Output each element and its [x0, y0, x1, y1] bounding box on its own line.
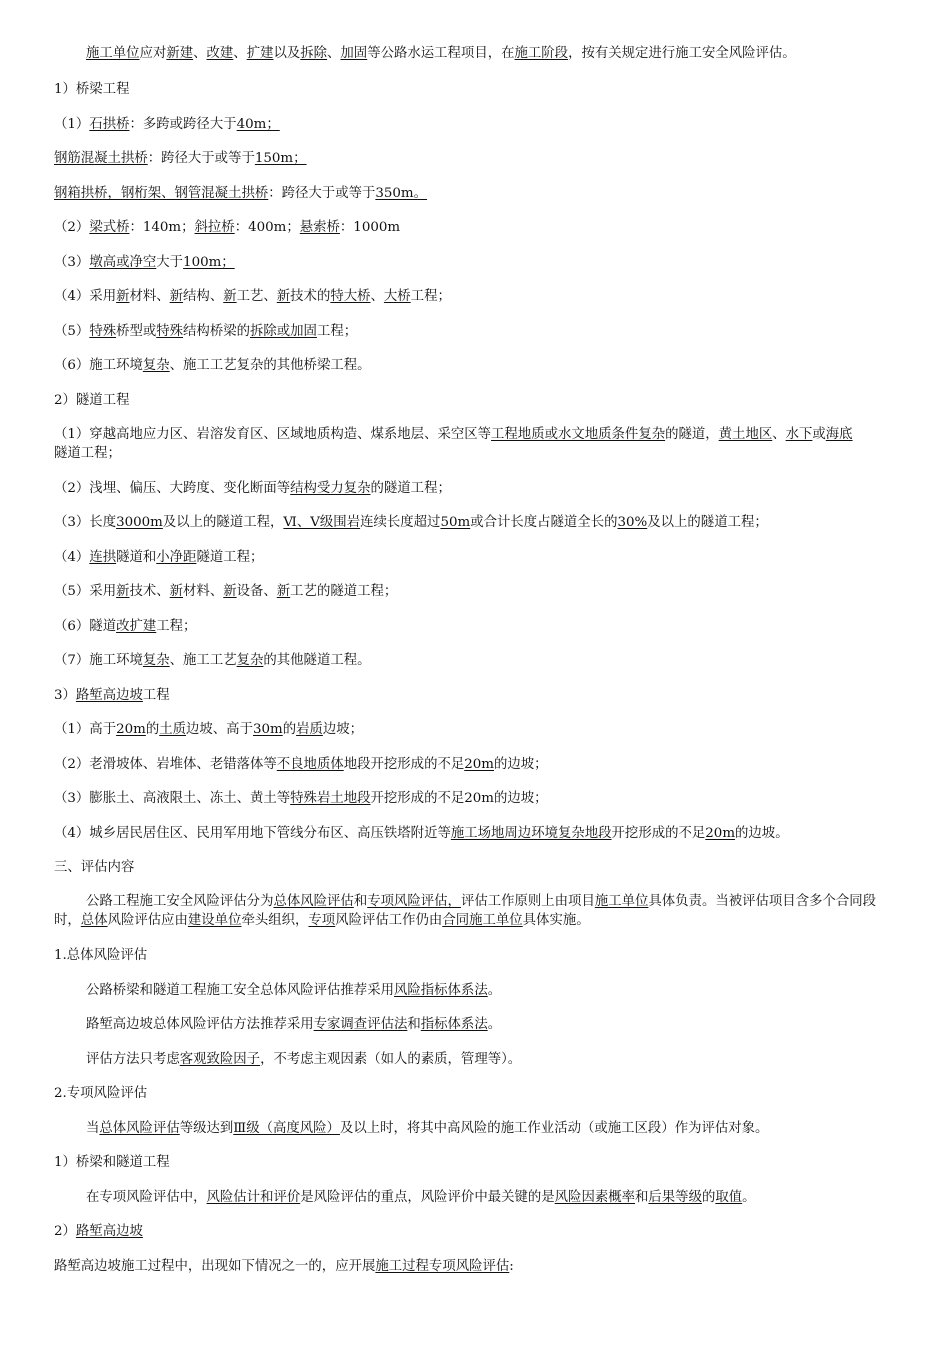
text-run: （3）长度	[54, 515, 117, 530]
underlined-term: 新	[116, 584, 130, 599]
text-run: 大于	[156, 255, 184, 270]
text-run: 地段开挖形成的不足	[343, 757, 465, 772]
underlined-term: 复杂	[236, 653, 264, 668]
text-run: 的	[282, 722, 297, 737]
text-run: （1）高于	[54, 722, 117, 737]
underlined-term: 路堑高边坡	[75, 688, 143, 703]
text-run: 路堑高边坡总体风险评估方法推荐采用	[86, 1017, 314, 1032]
bridge-item-1-steel-arch	[54, 184, 896, 203]
underlined-term: 小净距	[156, 550, 197, 565]
underlined-term: 风险指标体系法	[393, 983, 488, 998]
underlined-term: 后果等级	[648, 1190, 702, 1205]
text-run: 连续长度超过	[360, 515, 441, 530]
text-run: 的	[701, 1190, 716, 1205]
underlined-term: 土质	[159, 722, 187, 737]
bridge-tunnel-subheading	[54, 1153, 896, 1172]
text-run: :	[509, 1259, 514, 1274]
text-run: （5）采用	[54, 584, 117, 599]
text-run: （1）	[54, 117, 90, 132]
underlined-term: 施工过程专项风险评估	[375, 1259, 510, 1274]
text-run: 等级达到	[179, 1121, 234, 1136]
overall-risk-para-3	[86, 1050, 896, 1069]
tunnel-item-4	[54, 548, 896, 567]
text-run: 工程；	[316, 324, 358, 339]
underlined-term: 斜拉桥	[194, 220, 235, 235]
text-run: ，不考虑主观因素（如人的素质，管理等）。	[260, 1052, 522, 1067]
underlined-term: 复杂	[142, 358, 170, 373]
text-run: 1.总体风险评估	[54, 948, 148, 963]
tunnel-item-7	[54, 651, 896, 670]
underlined-term: Ⅲ级（高度风险）	[233, 1121, 340, 1136]
underlined-term: 新	[223, 289, 237, 304]
underlined-term: 扩建	[246, 46, 274, 61]
text-run: 具体负责。当被评估项目含多个合同段时，	[54, 894, 877, 928]
underlined-term: 40m；	[236, 117, 280, 132]
text-run: （2）老滑坡体、岩堆体、老错落体等	[54, 757, 277, 772]
underlined-term: 墩高或净空	[89, 255, 157, 270]
underlined-term: 专项风险评估，	[367, 894, 461, 909]
text-run: ，按有关规定进行施工安全风险评估。	[568, 46, 796, 61]
text-run: 及以上的隧道工程；	[647, 515, 768, 530]
text-run: 1）桥梁和隧道工程	[54, 1155, 170, 1170]
text-run: 材料、	[129, 289, 170, 304]
underlined-term: 拆除	[300, 46, 328, 61]
text-run: 、	[370, 289, 384, 304]
text-run: 开挖形成的不足20m的边坡；	[370, 791, 548, 806]
underlined-term: 3000m	[116, 515, 163, 530]
text-run: （3）	[54, 255, 90, 270]
text-run: （4）采用	[54, 289, 117, 304]
text-run: 多跨或跨径大于	[142, 117, 237, 132]
underlined-term: 水下	[785, 427, 813, 442]
underlined-term: 新	[169, 289, 184, 304]
text-run: （1）穿越高地应力区、岩溶发育区、区域地质构造、煤系地层、采空区等	[54, 427, 492, 442]
text-run: 当	[86, 1121, 100, 1136]
text-run: 。	[742, 1190, 756, 1205]
overall-risk-para-2	[86, 1015, 896, 1034]
bridge-item-6	[54, 356, 896, 375]
text-run: 2.专项风险评估	[54, 1086, 148, 1101]
text-run: （6）施工环境	[54, 358, 143, 373]
tunnel-item-3	[54, 513, 896, 532]
tunnel-heading	[54, 391, 896, 410]
underlined-term: 梁式桥	[89, 220, 130, 235]
underlined-term: 新	[169, 584, 184, 599]
underlined-term: Ⅵ、Ⅴ级围岩	[283, 515, 361, 530]
text-run: 、	[233, 46, 247, 61]
cut-slope-para	[54, 1257, 896, 1276]
text-run: 评估工作原则上由项目	[460, 894, 595, 909]
underlined-term: 建设单位	[187, 913, 242, 928]
underlined-term: 施工单位	[594, 894, 649, 909]
text-run: 公路工程施工安全风险评估分为	[86, 894, 274, 909]
underlined-term: 岩质	[296, 722, 323, 737]
text-run: 工程；	[410, 289, 451, 304]
text-run: 评估方法只考虑	[86, 1052, 180, 1067]
text-run: 开挖形成的不足	[611, 826, 706, 841]
text-run: 或	[812, 427, 826, 442]
underlined-term: 30m	[252, 722, 283, 737]
text-run: 风险评估应由	[107, 913, 188, 928]
text-run: 。	[487, 983, 502, 998]
underlined-term: 改扩建	[116, 619, 157, 634]
text-run: 边坡；	[322, 722, 364, 737]
underlined-term: 施工场地周边环境复杂地段	[450, 826, 612, 841]
underlined-term: 特殊岩土地段	[290, 791, 371, 806]
text-run: 在专项风险评估中，	[86, 1190, 207, 1205]
text-run: （7）施工环境	[54, 653, 143, 668]
text-run: 和	[353, 894, 368, 909]
underlined-term: 专项	[308, 913, 336, 928]
underlined-term: 特殊	[89, 324, 117, 339]
underlined-term: 新	[223, 584, 237, 599]
tunnel-item-1	[54, 425, 864, 463]
text-run: （6）隧道	[54, 619, 117, 634]
overall-risk-heading	[54, 946, 896, 965]
text-run: 、	[772, 427, 786, 442]
overall-risk-para-1	[86, 981, 896, 1000]
text-run: 牵头组织，	[241, 913, 309, 928]
text-run: 及以上的隧道工程，	[162, 515, 284, 530]
text-run: （2）浅埋、偏压、大跨度、变化断面等	[54, 481, 291, 496]
text-run: 路堑高边坡施工过程中，出现如下情况之一的，应开展	[54, 1259, 376, 1274]
text-run: 技术的	[290, 289, 331, 304]
text-run: 应对	[139, 46, 167, 61]
underlined-term: 路堑高边坡	[75, 1224, 143, 1239]
text-run: ：140m；	[129, 220, 195, 235]
underlined-term: 总体	[80, 913, 108, 928]
underlined-term: 新	[276, 584, 291, 599]
text-run: 是风险评估的重点，风险评价中最关键的是	[300, 1190, 555, 1205]
underlined-term: 30%	[617, 515, 648, 530]
text-run: 桥型或	[116, 324, 157, 339]
underlined-term: 20m	[705, 826, 736, 841]
text-run: 、	[327, 46, 341, 61]
underlined-term: 施工阶段	[514, 46, 569, 61]
bridge-tunnel-para	[86, 1188, 896, 1207]
text-run: （4）	[54, 550, 90, 565]
slope-item-4	[54, 824, 896, 843]
underlined-term: 新建	[166, 46, 194, 61]
text-run: 、施工工艺复杂的其他桥梁工程。	[169, 358, 371, 373]
underlined-term: 350m。	[375, 186, 428, 201]
underlined-term: 悬索桥	[299, 220, 340, 235]
cut-slope-subheading	[54, 1222, 896, 1241]
underlined-term: 工程地质或水文地质条件复杂	[491, 427, 666, 442]
underlined-term: 加固	[340, 46, 368, 61]
text-run: 的隧道，	[665, 427, 719, 442]
text-run: ：跨径大于或等于	[147, 151, 255, 166]
evaluation-paragraph	[54, 892, 898, 930]
text-run: ：1000m	[339, 220, 401, 235]
text-run: 工艺的隧道工程；	[290, 584, 398, 599]
text-run: ：	[129, 117, 143, 132]
tunnel-item-6	[54, 617, 896, 636]
text-run: 或合计长度占隧道全长的	[470, 515, 618, 530]
underlined-term: 新	[116, 289, 130, 304]
underlined-term: 连拱	[89, 550, 117, 565]
text-run: 结构桥梁的	[183, 324, 250, 339]
text-run: 工艺、	[236, 289, 277, 304]
text-run: 、施工工艺	[169, 653, 237, 668]
text-run: 2）	[54, 1224, 76, 1239]
text-run: ：400m；	[234, 220, 300, 235]
underlined-term: 复杂	[142, 653, 170, 668]
underlined-term: 钢筋混凝土拱桥	[54, 151, 148, 166]
underlined-term: 50m	[440, 515, 471, 530]
section-3-heading	[54, 858, 896, 877]
intro-paragraph	[86, 44, 896, 63]
text-run: ：跨径大于或等于	[268, 186, 376, 201]
bridge-item-4	[54, 287, 896, 306]
underlined-term: 20m	[464, 757, 494, 772]
text-run: 设备、	[236, 584, 277, 599]
text-run: 的边坡。	[735, 826, 789, 841]
text-run: 工程；	[156, 619, 197, 634]
text-run: （4）城乡居民居住区、民用军用地下管线分布区、高压铁塔附近等	[54, 826, 451, 841]
text-run: （3）膨胀土、高液限土、冻土、黄土等	[54, 791, 291, 806]
underlined-term: 改建	[206, 46, 234, 61]
slope-heading	[54, 686, 896, 705]
underlined-term: 风险因素概率	[554, 1190, 636, 1205]
text-run: 边坡、高于	[186, 722, 253, 737]
text-run: 3）	[54, 688, 76, 703]
text-run: 及以上时，将其中高风险的施工作业活动（或施工区段）作为评估对象。	[339, 1121, 769, 1136]
underlined-term: 石拱桥	[89, 117, 130, 132]
underlined-term: 100m；	[183, 255, 235, 270]
text-run: 以及	[273, 46, 301, 61]
underlined-term: 专家调查评估法	[313, 1017, 408, 1032]
text-run: 隧道工程；	[196, 550, 264, 565]
underlined-term: 特大桥	[330, 289, 371, 304]
text-run: 风险评估工作仍由	[335, 913, 443, 928]
underlined-term: 海底	[825, 427, 853, 442]
text-run: 工程	[142, 688, 170, 703]
underlined-term: 指标体系法	[420, 1017, 488, 1032]
bridge-heading	[54, 80, 896, 99]
text-run: 和	[407, 1017, 421, 1032]
underlined-term: 钢箱拱桥，钢桁架、钢管混凝土拱桥	[54, 186, 269, 201]
text-run: 的其他隧道工程。	[263, 653, 371, 668]
text-run: 材料、	[183, 584, 224, 599]
underlined-term: 结构受力复杂	[290, 481, 371, 496]
text-run: 公路桥梁和隧道工程施工安全总体风险评估推荐采用	[86, 983, 394, 998]
underlined-term: 拆除或加固	[250, 324, 317, 339]
underlined-term: 黄土地区	[718, 427, 773, 442]
text-run: 2）隧道工程	[54, 393, 130, 408]
underlined-term: 合同施工单位	[442, 913, 523, 928]
text-run: （5）	[54, 324, 90, 339]
text-run: 的	[145, 722, 160, 737]
bridge-item-1-rc-arch	[54, 149, 896, 168]
underlined-term: 不良地质体	[276, 757, 344, 772]
text-run: 隧道工程；	[54, 446, 121, 461]
text-run: 的隧道工程；	[370, 481, 451, 496]
slope-item-3	[54, 789, 896, 808]
slope-item-1	[54, 720, 896, 739]
bridge-item-1	[54, 115, 896, 134]
text-run: 等公路水运工程项目，在	[367, 46, 515, 61]
underlined-term: 风险估计和评价	[206, 1190, 301, 1205]
bridge-item-3	[54, 253, 896, 272]
text-run: （2）	[54, 220, 90, 235]
bridge-item-5	[54, 322, 896, 341]
underlined-term: 客观致险因子	[179, 1052, 261, 1067]
text-run: 隧道和	[116, 550, 157, 565]
special-risk-heading	[54, 1084, 896, 1103]
text-run: 和	[635, 1190, 649, 1205]
special-risk-para	[86, 1119, 896, 1138]
text-run: 。	[487, 1017, 502, 1032]
underlined-term: 大桥	[383, 289, 411, 304]
text-run: 1）桥梁工程	[54, 82, 130, 97]
underlined-term: 总体风险评估	[273, 894, 354, 909]
slope-item-2	[54, 755, 896, 774]
underlined-term: 特殊	[156, 324, 184, 339]
bridge-item-2	[54, 218, 896, 237]
text-run: 三、评估内容	[54, 860, 135, 875]
underlined-term: 新	[276, 289, 291, 304]
underlined-term: 150m；	[254, 151, 307, 166]
tunnel-item-2	[54, 479, 896, 498]
tunnel-item-5	[54, 582, 896, 601]
text-run: 技术、	[129, 584, 170, 599]
underlined-term: 总体风险评估	[99, 1121, 180, 1136]
text-run: 结构、	[183, 289, 224, 304]
text-run: 具体实施。	[522, 913, 590, 928]
underlined-term: 施工单位	[86, 46, 140, 61]
underlined-term: 20m	[116, 722, 146, 737]
text-run: 、	[193, 46, 207, 61]
underlined-term: 取值	[715, 1190, 743, 1205]
text-run: 的边坡；	[494, 757, 548, 772]
